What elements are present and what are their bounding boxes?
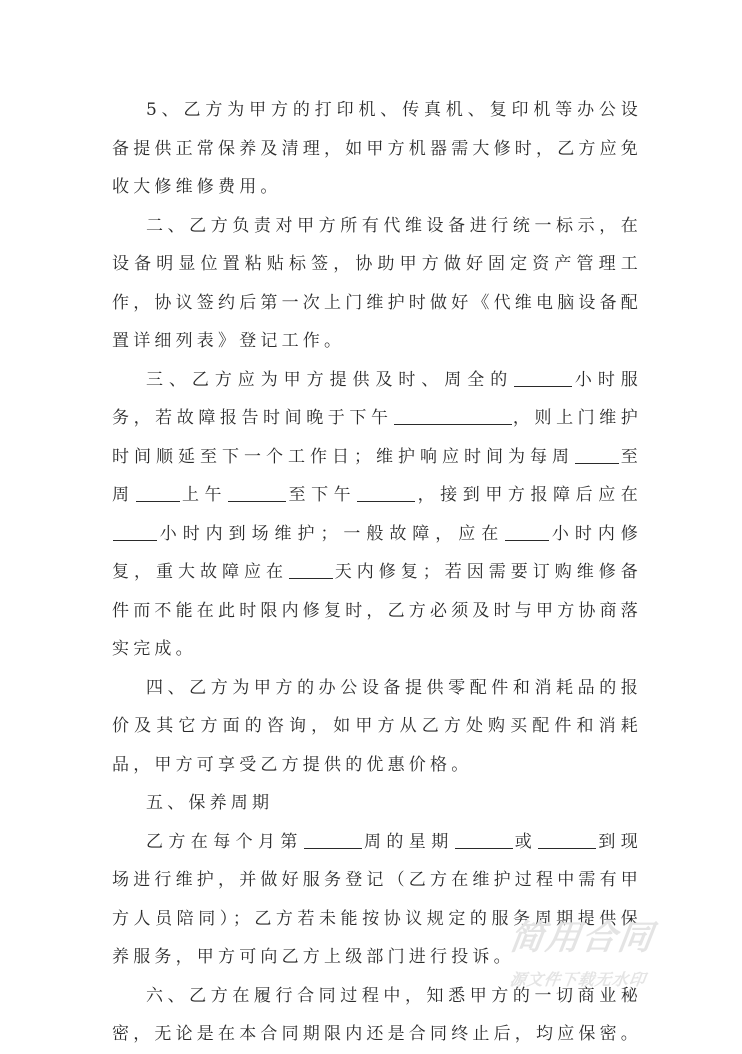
paragraph-text: 四、乙方为甲方的办公设备提供零配件和消耗品的报价及其它方面的咨询，如甲方从乙方处购买配件和消耗品，甲方可享受乙方提供的优惠价格。 — [112, 677, 642, 775]
watermark-subtitle: 源文件下载无水印 — [508, 970, 648, 989]
paragraph-text: 天内修复；若因需要订购维修备件而不能在此时限内修复时，乙方必须及时与甲方协商落实完成。 — [112, 562, 642, 659]
paragraph-text: 乙方在每个月第 — [146, 831, 303, 852]
paragraph-clause-2 — [112, 207, 642, 361]
paragraph-text: 上午 — [180, 485, 228, 505]
blank-hours-service — [514, 364, 572, 387]
blank-onsite-hours — [113, 518, 157, 541]
blank-week-number — [304, 826, 362, 849]
paragraph-text: 小时内到场维护；一般故障，应在 — [158, 523, 505, 544]
blank-afternoon-time — [357, 479, 415, 502]
paragraph-clause-3 — [112, 361, 642, 669]
document-body — [112, 91, 642, 1054]
paragraph-text: 至周 — [112, 446, 642, 505]
paragraph-item-5 — [112, 91, 642, 207]
paragraph-text: 到现场进行维护，并做好服务登记（乙方在维护过程中需有甲方人员陪同）；乙方若未能按协议规定的服务周期提供保养服务，甲方可向乙方上级部门进行投诉。 — [112, 831, 642, 967]
heading-text: 五、保养周期 — [146, 793, 274, 813]
paragraph-text: 5、乙方为甲方的打印机、传真机、复印机等办公设备提供正常保养及清理，如甲方机器需大修时，乙方应免收大修维修费用。 — [112, 100, 642, 197]
paragraph-text: 或 — [513, 831, 538, 852]
watermark-title: 简用合同 — [507, 918, 657, 958]
paragraph-text: 小时内修复，重大故障应在 — [112, 523, 642, 582]
blank-major-fix-days — [289, 556, 333, 579]
blank-report-cutoff-time — [394, 402, 512, 425]
paragraph-text: 三、乙方应为甲方提供及时、周全的 — [146, 369, 514, 390]
paragraph-text: 周的星期 — [362, 831, 454, 852]
section-heading-maintenance-cycle — [112, 784, 642, 823]
blank-start-weekday — [575, 441, 619, 464]
paragraph-text: ，则上门维护时间顺延至下一个工作日；维护响应时间为每周 — [112, 408, 643, 467]
blank-general-fix-hours — [505, 518, 549, 541]
blank-morning-time — [228, 479, 286, 502]
paragraph-text: 小时服务，若故障报告时间晚于下午 — [112, 369, 642, 428]
watermark — [507, 918, 710, 992]
paragraph-text: ，接到甲方报障后应在 — [416, 485, 642, 505]
blank-end-weekday — [136, 479, 180, 502]
paragraph-text: 二、乙方负责对甲方所有代维设备进行统一标示，在设备明显位置粘贴标签，协助甲方做好固定资产管理工作，协议签约后第一次上门维护时做好《代维电脑设备配置详细列表》登记工作。 — [112, 215, 642, 351]
paragraph-text: 至下午 — [287, 485, 357, 505]
paragraph-clause-4 — [112, 669, 642, 785]
blank-weekday-2 — [538, 826, 596, 849]
blank-weekday-1 — [455, 826, 513, 849]
paragraph-text: 六、乙方在履行合同过程中，知悉甲方的一切商业秘密，无论是在本合同期限内还是合同终止后，均应保密。 — [112, 985, 642, 1044]
